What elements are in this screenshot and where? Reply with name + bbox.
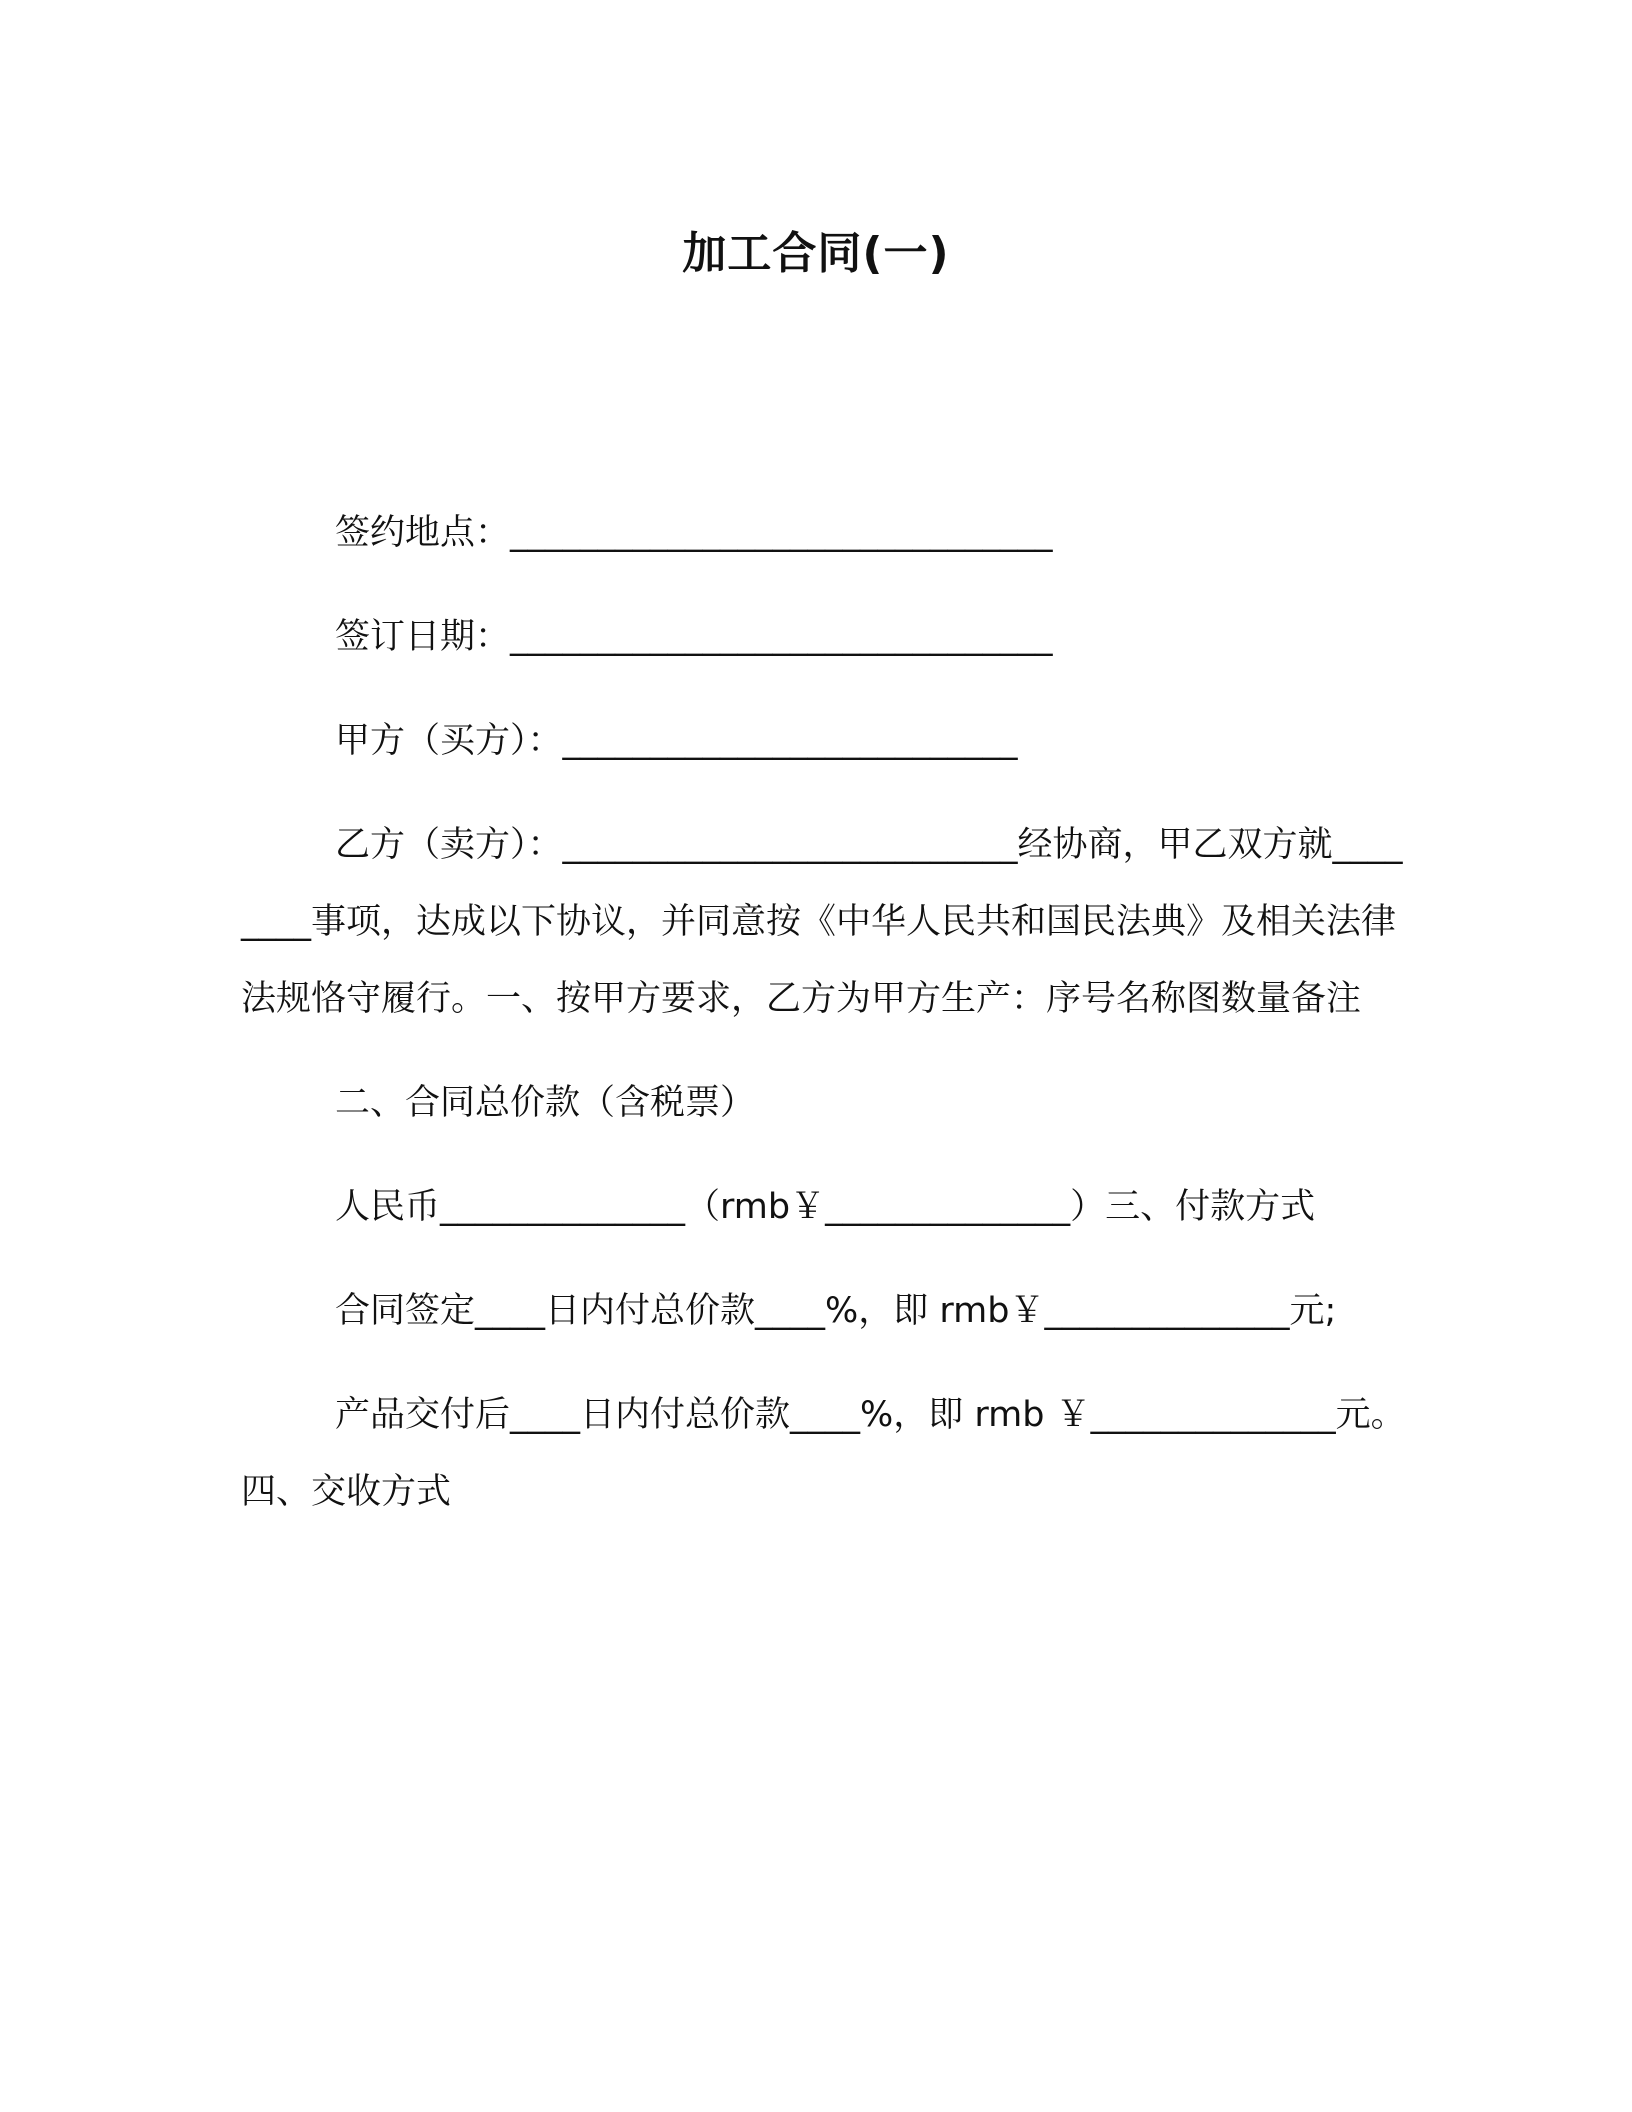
signing-place-line: 签约地点：_______________________________ <box>335 513 1053 553</box>
party-a-line: 甲方（买方）：__________________________ <box>335 721 1018 761</box>
first-payment-paragraph: 合同签定____日内付总价款____%，即 rmb￥______________元; <box>335 1291 1337 1331</box>
document-title: 加工合同(一) <box>682 228 950 279</box>
second-payment-paragraph: 产品交付后____日内付总价款____%，即 rmb ￥______________元。四、交收方式 <box>241 1395 1406 1512</box>
total-price-heading: 二、合同总价款（含税票） <box>335 1083 756 1123</box>
rmb-amount-paragraph: 人民币______________（rmb￥______________）三、付款方式 <box>335 1187 1316 1227</box>
document-body <box>241 495 1406 1558</box>
signing-date-line: 签订日期：_______________________________ <box>335 617 1053 657</box>
party-b-agreement-paragraph: 乙方（卖方）：__________________________经协商，甲乙双方就________事项，达成以下协议，并同意按《中华人民共和国民法典》及相关法律法规恪守履行。一、按甲方要求，乙方为甲方生产：序号名称图数量备注 <box>241 825 1403 1019</box>
